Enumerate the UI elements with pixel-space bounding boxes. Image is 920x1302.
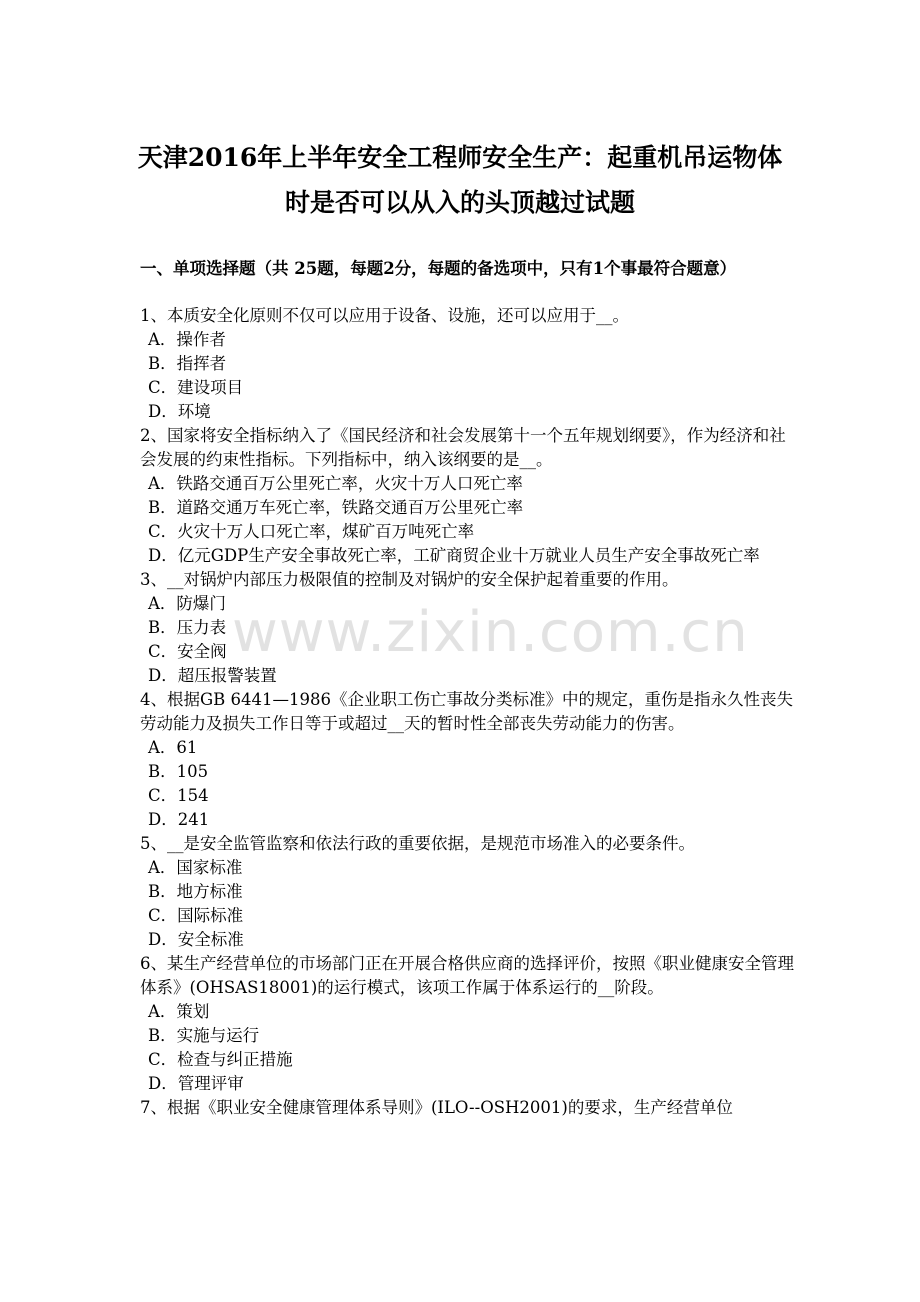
option-d: D．241 [148,810,210,829]
option-b: B．地方标准 [148,882,243,901]
question-text: 1、本质安全化原则不仅可以应用于设备、设施，还可以应用于__。 [140,306,629,325]
document-title-line-2: 时是否可以从入的头顶越过试题 [284,188,635,217]
question-list [140,304,800,1120]
question-text: 5、__是安全监管监察和依法行政的重要依据，是规范市场准入的必要条件。 [140,834,695,853]
option-c: C．建设项目 [148,378,244,397]
option-d: D．安全标准 [148,930,244,949]
question-text: 4、根据GB 6441—1986《企业职工伤亡事故分类标准》中的规定，重伤是指永久性丧失劳动能力及损失工作日等于或超过__天的暂时性全部丧失劳动能力的伤害。 [140,690,794,733]
question-3 [140,568,800,688]
question-text: 7、根据《职业安全健康管理体系导则》(ILO--OSH2001)的要求，生产经营单位 [140,1098,733,1117]
question-text: 3、__对锅炉内部压力极限值的控制及对锅炉的安全保护起着重要的作用。 [140,570,679,589]
option-b: B．指挥者 [148,354,227,373]
question-4 [140,688,800,832]
question-6 [140,952,800,1096]
option-c: C．国际标准 [148,906,244,925]
option-a: A．61 [148,738,198,757]
question-text: 2、国家将安全指标纳入了《国民经济和社会发展第十一个五年规划纲要》，作为经济和社会发展的约束性指标。下列指标中，纳入该纲要的是__。 [140,426,786,469]
watermark-text: www.zixin.com.cn [232,600,749,665]
question-5 [140,832,800,952]
option-d: D．管理评审 [148,1074,244,1093]
question-text: 6、某生产经营单位的市场部门正在开展合格供应商的选择评价，按照《职业健康安全管理体系》(OHSAS18001)的运行模式，该项工作属于体系运行的__阶段。 [140,954,794,997]
section-header: 一、单项选择题（共 25题，每题2分，每题的备选项中，只有1个事最符合题意） [140,259,737,278]
option-b: B．实施与运行 [148,1026,260,1045]
option-c: C．火灾十万人口死亡率，煤矿百万吨死亡率 [148,522,475,541]
option-d: D．亿元GDP生产安全事故死亡率，工矿商贸企业十万就业人员生产安全事故死亡率 [148,546,760,565]
option-d: D．超压报警装置 [148,666,277,685]
option-d: D．环境 [148,402,211,421]
option-b: B．道路交通万车死亡率，铁路交通百万公里死亡率 [148,498,524,517]
option-a: A．操作者 [148,330,226,349]
option-a: A．防爆门 [148,594,226,613]
option-a: A．策划 [148,1002,210,1021]
option-a: A．铁路交通百万公里死亡率，火灾十万人口死亡率 [148,474,523,493]
option-b: B．压力表 [148,618,227,637]
question-1 [140,304,800,424]
question-2 [140,424,800,568]
option-c: C．检查与纠正措施 [148,1050,293,1069]
option-a: A．国家标准 [148,858,243,877]
option-c: C．安全阀 [148,642,227,661]
option-c: C．154 [148,786,209,805]
option-b: B．105 [148,762,209,781]
question-7 [140,1096,800,1120]
document-title-line-1: 天津2016年上半年安全工程师安全生产：起重机吊运物体 [137,143,783,172]
